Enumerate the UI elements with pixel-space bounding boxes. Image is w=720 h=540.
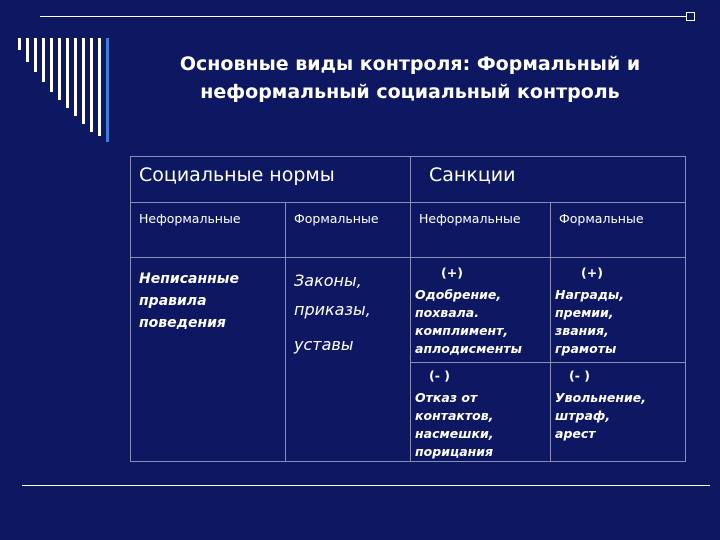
top-decor-square	[686, 12, 695, 21]
table-header-row	[131, 157, 686, 203]
norms-header: Социальные нормы	[131, 157, 411, 203]
decor-bars	[18, 38, 118, 148]
control-types-table	[130, 156, 686, 462]
negative-formal-sanctions: (- ) Увольнение, штраф, арест	[551, 363, 686, 462]
top-decor-line	[40, 16, 695, 17]
subheader-informal-sanctions: Неформальные	[411, 203, 551, 258]
table-subheader-row	[131, 203, 686, 258]
positive-informal-sanctions: (+) Одобрение, похвала. комплимент, аплодисменты	[411, 258, 551, 363]
subheader-formal-sanctions: Формальные	[551, 203, 686, 258]
title-line-1: Основные виды контроля: Формальный и	[179, 53, 641, 75]
subheader-formal-norms: Формальные	[286, 203, 411, 258]
positive-formal-sanctions: (+) Награды, премии, звания, грамоты	[551, 258, 686, 363]
informal-norms-cell: Неписанные правила поведения	[131, 258, 286, 462]
bottom-decor-line	[22, 485, 710, 486]
sanctions-header: Санкции	[411, 157, 686, 203]
subheader-informal-norms: Неформальные	[131, 203, 286, 258]
title-line-2: неформальный социальный контроль	[200, 81, 620, 103]
negative-informal-sanctions: (- ) Отказ от контактов, насмешки, порицания	[411, 363, 551, 462]
formal-norms-cell: Законы, приказы, уставы	[286, 258, 411, 462]
table-row-positive	[131, 258, 686, 363]
slide-title	[140, 50, 680, 106]
